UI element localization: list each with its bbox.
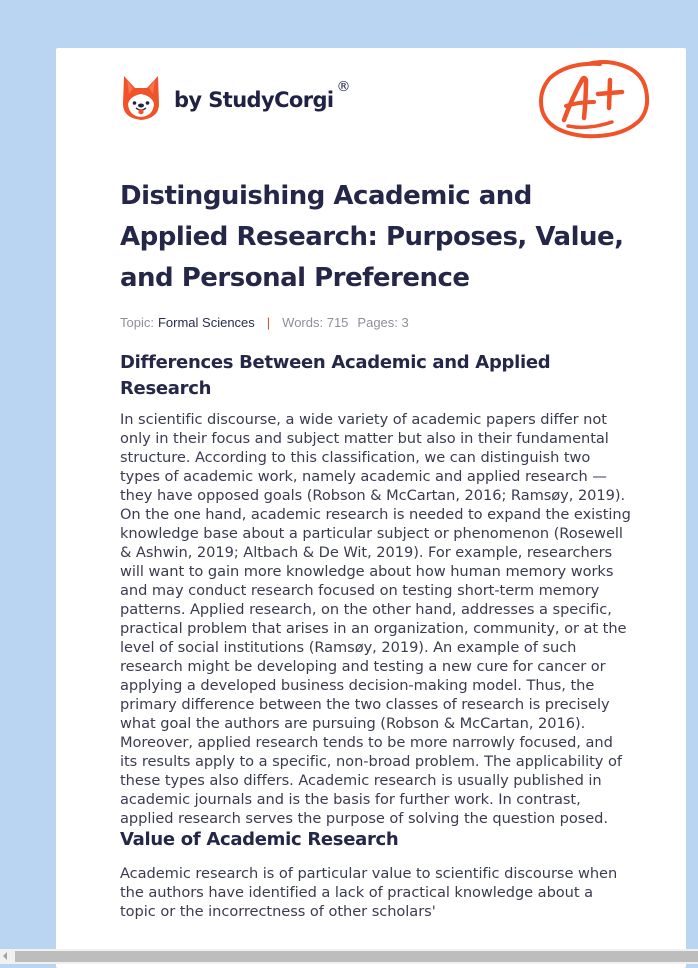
horizontal-scrollbar[interactable] (0, 949, 698, 964)
article-title: Distinguishing Academic and Applied Research: Purposes, Value, and Personal Preference (120, 181, 624, 293)
scrollbar-thumb[interactable] (15, 951, 698, 962)
studycorgi-logo[interactable] (120, 74, 351, 122)
scroll-left-arrow-icon[interactable] (3, 952, 7, 960)
topic-link[interactable]: Formal Sciences (157, 314, 255, 330)
a-plus-grade-icon (538, 58, 650, 140)
article-content (120, 176, 632, 921)
word-count: Words: 715 (282, 314, 349, 330)
document-header (56, 48, 686, 168)
corgi-logo-icon (120, 74, 162, 122)
meta-separator: | (266, 314, 271, 330)
document-card (56, 48, 686, 968)
section-heading-differences: Differences Between Academic and Applied Research (120, 352, 551, 399)
brand-name: by StudyCorgi (174, 88, 334, 112)
article-meta (120, 313, 632, 331)
topic-label: Topic: (120, 314, 154, 330)
page-count: Pages: 3 (357, 314, 409, 330)
section-paragraph-differences: In scientific discourse, a wide variety of academic papers differ not only in their focus and subject matter but also in their fundamental structure. According to this classification, we can distinguish two types of academic work, namely academic and applied research — they have opposed goals (Robson & McCartan, 2016; Ramsøy, 2019). On the one hand, academic research is needed to expand the existing knowledge base about a particular subject or phenomenon (Rosewell & Ashwin, 2019; Altbach & De Wit, 2019). For example, researchers will want to gain more knowledge about how human memory works and may conduct research focused on testing short-term memory patterns. Applied research, on the other hand, addresses a specific, practical problem that arises in an organization, community, or at the level of social institutions (Ramsøy, 2019). An example of such research might be developing and testing a new cure for cancer or applying a developed business decision-making model. Thus, the primary difference between the two classes of research is precisely what goal the authors are pursuing (Robson & McCartan, 2016). Moreover, applied research tends to be more narrowly focused, and its results apply to a specific, non-broad problem. The applicability of these types also differs. Academic research is usually published in academic journals and is the basis for further work. In contrast, applied research serves the purpose of solving the question posed. (120, 411, 631, 827)
section-heading-value: Value of Academic Research (120, 829, 399, 850)
section-paragraph-value: Academic research is of particular value to scientific discourse when the authors have identified a lack of practical knowledge about a topic or the incorrectness of other scholars' (120, 865, 618, 920)
registered-mark: ® (336, 79, 351, 95)
